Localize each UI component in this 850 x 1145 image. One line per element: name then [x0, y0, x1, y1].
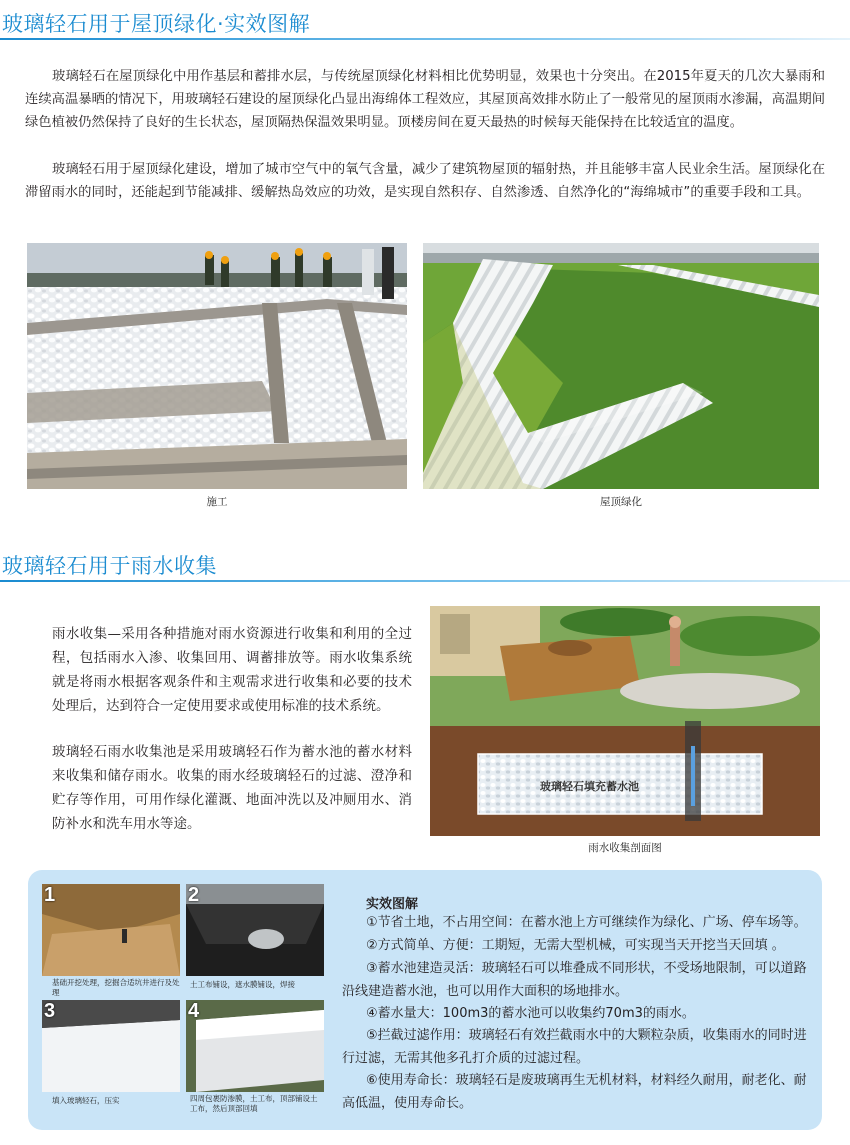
- pool-label: 玻璃轻石填充蓄水池: [540, 780, 639, 793]
- section-title: 玻璃轻石用于屋顶绿化·实效图解: [2, 12, 311, 36]
- section-divider: [0, 38, 850, 40]
- step-number: 4: [188, 1000, 200, 1022]
- step-2-photo: [186, 884, 324, 976]
- effect-item: ②方式简单、方便：工期短，无需大型机械，可实现当天开挖当天回填 。: [366, 938, 785, 953]
- roof-greening-caption: 屋顶绿化: [600, 496, 642, 508]
- rainwater-intro-paragraph: 雨水收集—采用各种措施对雨水资源进行收集和利用的全过程，包括雨水入渗、收集回用、调蓄排放等。雨水收集系统就是将雨水根据客观条件和主观需求进行收集和必要的技术处理后，达到符合一定使用要求或使用标准的技术系统。: [52, 626, 412, 714]
- section-header: [0, 548, 850, 582]
- rainwater-pool-paragraph: 玻璃轻石雨水收集池是采用玻璃轻石作为蓄水池的蓄水材料来收集和储存雨水。收集的雨水经玻璃轻石的过滤、澄净和贮存等作用，可用作绿化灌溉、地面冲洗以及冲厕用水、消防补水和洗车用水等途。: [52, 744, 412, 832]
- step-3-caption: 填入玻璃轻石，压实: [52, 1096, 120, 1105]
- construction-caption: 施工: [206, 496, 228, 508]
- section-header: [0, 6, 850, 40]
- rainwater-section-diagram: [430, 606, 820, 836]
- section-divider: [0, 580, 850, 582]
- rainwater-diagram-caption: 雨水收集剖面图: [588, 842, 662, 854]
- step-number: 3: [44, 1000, 56, 1022]
- roof-greening-photo: [423, 243, 819, 489]
- step-3-photo: [42, 1000, 180, 1092]
- effect-item: ⑤拦截过滤作用：玻璃轻石有效拦截雨水中的大颗粒杂质，收集雨水的同时进行过滤，无需其他多孔打介质的过滤过程。: [342, 1028, 807, 1066]
- section-title: 玻璃轻石用于雨水收集: [2, 554, 217, 578]
- effects-title: 实效图解: [366, 897, 419, 912]
- effect-item: ④蓄水量大：100m3的蓄水池可以收集约70m3的雨水。: [366, 1006, 695, 1021]
- step-4-caption: 四周包裹防渗膜，土工布，顶部铺设土工布，然后顶部回填: [190, 1094, 318, 1113]
- step-4-photo: [186, 1000, 324, 1092]
- step-1-caption: 基础开挖处理，挖掘合适坑井进行及处理: [52, 978, 180, 997]
- step-number: 1: [44, 884, 56, 906]
- intro-paragraph: 玻璃轻石在屋顶绿化中用作基层和蓄排水层，与传统屋顶绿化材料相比优势明显，效果也十分突出。在2015年夏天的几次大暴雨和连续高温暴晒的情况下，用玻璃轻石建设的屋顶绿化凸显出海绵体工程效应，其屋顶高效排水防止了一般常见的屋顶雨水渗漏，高温期间绿色植被仍然保持了良好的生长状态，屋顶隔热保温效果明显。顶楼房间在夏天最热的时候每天能保持在比较适宜的温度。: [25, 69, 825, 130]
- step-2-caption: 土工布铺设，遮水膜铺设，焊接: [190, 980, 295, 989]
- construction-photo: [27, 243, 407, 489]
- effect-item: ③蓄水池建造灵活：玻璃轻石可以堆叠成不同形状，不受场地限制，可以道路沿线建造蓄水池，也可以用作大面积的场地排水。: [342, 961, 807, 999]
- step-number: 2: [188, 884, 200, 906]
- step-1-photo: [42, 884, 180, 976]
- effect-item: ⑥使用寿命长：玻璃轻石是废玻璃再生无机材料，材料经久耐用，耐老化、耐高低温，使用寿命长。: [342, 1073, 807, 1111]
- effect-item: ①节省土地，不占用空间：在蓄水池上方可继续作为绿化、广场、停车场等。: [366, 915, 807, 930]
- benefit-paragraph: 玻璃轻石用于屋顶绿化建设，增加了城市空气中的氧气含量，减少了建筑物屋顶的辐射热，并且能够丰富人民业余生活。屋顶绿化在滞留雨水的同时，还能起到节能减排、缓解热岛效应的功效，是实现自然积存、自然渗透、自然净化的“海绵城市”的重要手段和工具。: [25, 162, 825, 200]
